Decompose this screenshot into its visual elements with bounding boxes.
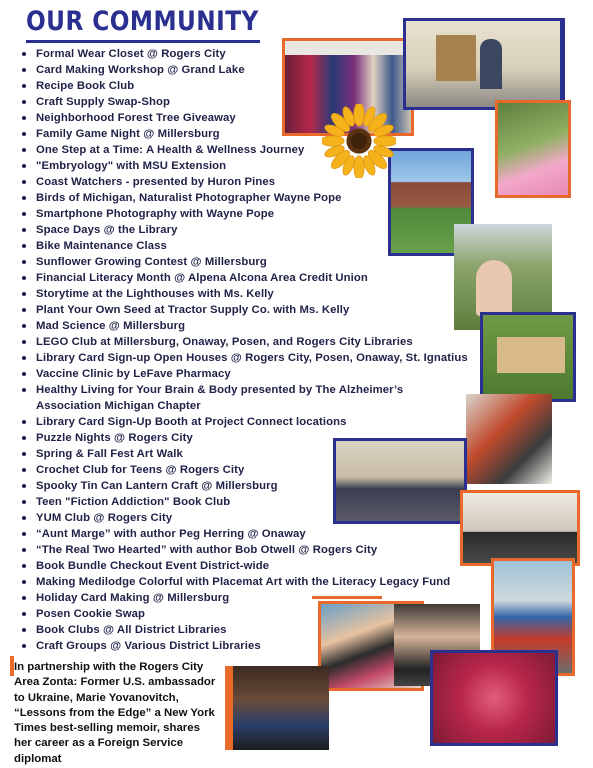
list-item: Smartphone Photography with Wayne Pope [16, 206, 466, 222]
list-item: Book Bundle Checkout Event District-wide [16, 558, 466, 574]
group-exercise-photo [460, 490, 580, 566]
list-item: Book Clubs @ All District Libraries [16, 622, 466, 638]
title-underline [26, 40, 260, 43]
decor-orange-stroke [312, 596, 382, 599]
list-item: Storytime at the Lighthouses with Ms. Kelly [16, 286, 466, 302]
list-item: Spooky Tin Can Lantern Craft @ Millersburg [16, 478, 466, 494]
list-item: One Step at a Time: A Health & Wellness Journey [16, 142, 466, 158]
kids-crafts-photo [480, 312, 576, 402]
list-item: Crochet Club for Teens @ Rogers City [16, 462, 466, 478]
list-item: Card Making Workshop @ Grand Lake [16, 62, 466, 78]
list-item: Neighborhood Forest Tree Giveaway [16, 110, 466, 126]
list-item: Making Medilodge Colorful with Placemat Art with the Literacy Legacy Fund [16, 574, 466, 590]
list-item: Financial Literacy Month @ Alpena Alcona Area Credit Union [16, 270, 466, 286]
program-list [16, 46, 466, 654]
list-item: Spring & Fall Fest Art Walk [16, 446, 466, 462]
list-item: Bike Maintenance Class [16, 238, 466, 254]
list-item: LEGO Club at Millersburg, Onaway, Posen, and Rogers City Libraries [16, 334, 466, 350]
list-item: Vaccine Clinic by LeFave Pharmacy [16, 366, 466, 382]
list-item: YUM Club @ Rogers City [16, 510, 466, 526]
list-item: Plant Your Own Seed at Tractor Supply Co. with Ms. Kelly [16, 302, 466, 318]
list-item: “Aunt Marge” with author Peg Herring @ Onaway [16, 526, 466, 542]
list-item: Healthy Living for Your Brain & Body presented by The Alzheimer’s Association Michigan Chapter [16, 382, 406, 414]
list-item: Teen "Fiction Addiction" Book Club [16, 494, 466, 510]
list-item: "Embryology" with MSU Extension [16, 158, 466, 174]
list-item: Holiday Card Making @ Millersburg [16, 590, 466, 606]
list-item: Recipe Book Club [16, 78, 466, 94]
list-item: Family Game Night @ Millersburg [16, 126, 466, 142]
list-item: Posen Cookie Swap [16, 606, 466, 622]
list-item: Library Card Sign-up Open Houses @ Rogers City, Posen, Onaway, St. Ignatius [16, 350, 466, 366]
list-item: Library Card Sign-Up Booth at Project Connect locations [16, 414, 466, 430]
list-item: Craft Groups @ Various District Libraries [16, 638, 466, 654]
list-item: Formal Wear Closet @ Rogers City [16, 46, 466, 62]
embryology-photo [495, 100, 571, 198]
bike-class-photo [403, 18, 565, 110]
sunflower-icon [322, 104, 396, 178]
author-talk-photo [333, 438, 467, 524]
fall-fest-photo [430, 650, 558, 746]
page-title: OUR COMMUNITY [26, 6, 259, 37]
list-item: Puzzle Nights @ Rogers City [16, 430, 466, 446]
partnership-note: In partnership with the Rogers City Area Zonta: Former U.S. ambassador to Ukraine, Marie Yovanovitch, “Lessons from the Edge” a New York Times best-selling memoir, shares her career as a Foreign Service diplomat [14, 661, 216, 765]
zonta-group-photo [225, 666, 329, 750]
decor-navy-stroke [560, 20, 564, 110]
list-item: Craft Supply Swap-Shop [16, 94, 466, 110]
list-item: “The Real Two Hearted” with author Bob Otwell @ Rogers City [16, 542, 466, 558]
list-item: Space Days @ the Library [16, 222, 466, 238]
mad-science-photo [466, 394, 552, 484]
list-item: Birds of Michigan, Naturalist Photographer Wayne Pope [16, 190, 466, 206]
list-item: Mad Science @ Millersburg [16, 318, 466, 334]
list-item: Coast Watchers - presented by Huron Pines [16, 174, 466, 190]
list-item: Sunflower Growing Contest @ Millersburg [16, 254, 466, 270]
